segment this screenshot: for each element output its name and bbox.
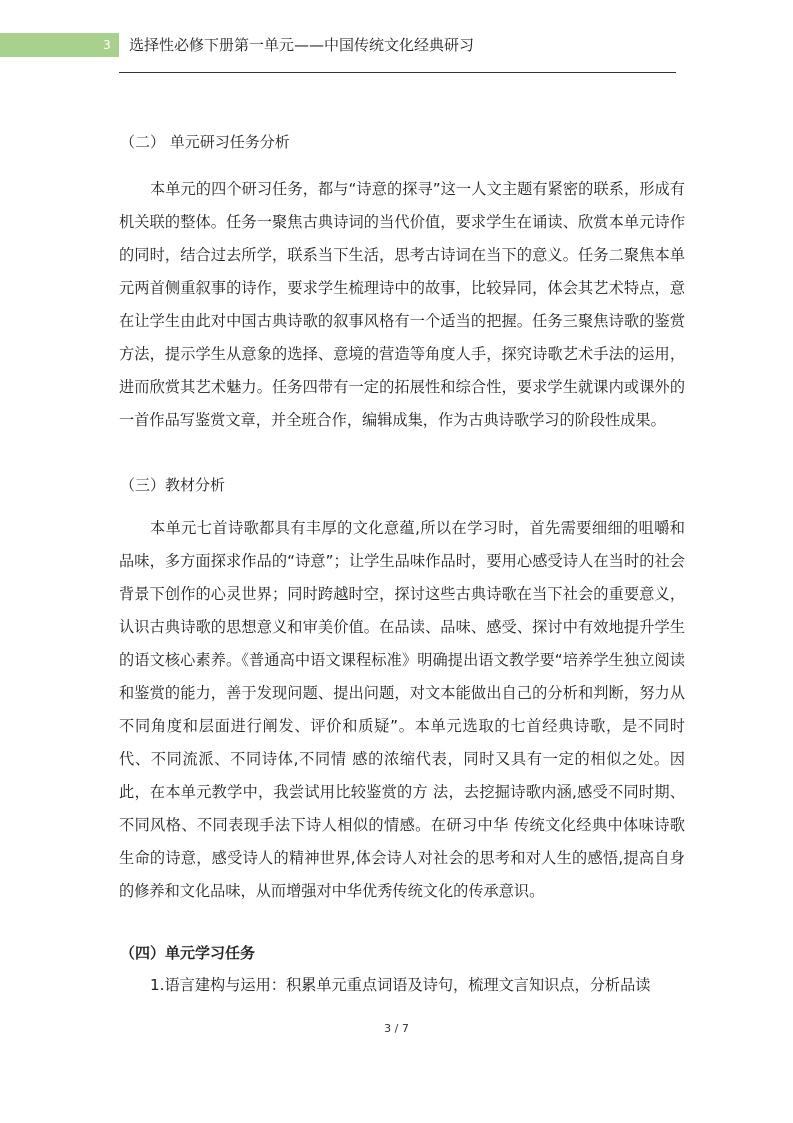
- header-page-number: 3: [103, 38, 111, 52]
- section-heading-task-analysis: （二） 单元研习任务分析: [120, 133, 290, 151]
- header-title: 选择性必修下册第一单元——中国传统文化经典研习: [129, 36, 475, 54]
- paragraph-task-analysis: 本单元的四个研习任务，都与“诗意的探寻”这一人文主题有紧密的联系，形成有机关联的整体。任务一聚焦古典诗词的当代价值，要求学生在诵读、欣赏本单元诗作的同时，结合过去所学，联系当下生活，思考古诗词在当下的意义。任务二聚焦本单元两首侧重叙事的诗作，要求学生梳理诗中的故事，比较异同，体会其艺术特点，意在让学生由此对中国古典诗歌的叙事风格有一个适当的把握。任务三聚焦诗歌的鉴赏方法，提示学生从意象的选择、意境的营造等角度人手，探究诗歌艺术手法的运用，进而欣赏其艺术魅力。任务四带有一定的拓展性和综合性，要求学生就课内或课外的一首作品写鉴赏文章，并全班合作，编辑成集，作为古典诗歌学习的阶段性成果。: [119, 180, 685, 429]
- paragraph-textbook-analysis: 本单元七首诗歌都具有丰厚的文化意蕴,所以在学习时，首先需要细细的咀嚼和品味，多方面探求作品的“诗意”；让学生品味作品时，要用心感受诗人在当时的社会背景下创作的心灵世界；同时跨越时空，探讨这些古典诗歌在当下社会的重要意义，认识古典诗歌的思想意义和审美价值。在品读、品味、感受、探讨中有效地提升学生的语文核心素养。《普通高中语文课程标准》明确提出语文教学要“培养学生独立阅读和鉴赏的能力，善于发现问题、提出问题，对文本能做出自己的分析和判断，努力从不同角度和层面进行阐发、评价和质疑”。本单元选取的七首经典诗歌，是不同时代、不同流派、不同诗体,不同情 感的浓缩代表，同时又具有一定的相似之处。因此，在本单元教学中，我尝试用比较鉴赏的方 法，去挖掘诗歌内涵,感受不同时期、不同风格、不同表现手法下诗人相似的情感。在研习中华 传统文化经典中体味诗歌生命的诗意，感受诗人的精神世界,体会诗人对社会的思考和对人生的感悟,提高自身的修养和文化品味，从而增强对中华优秀传统文化的传承意识。: [119, 519, 685, 900]
- footer-page-indicator: 3 / 7: [384, 1022, 409, 1035]
- header-divider: [119, 72, 676, 73]
- section-heading-textbook-analysis: （三）教材分析: [120, 476, 226, 494]
- section-heading-learning-tasks: （四）单元学习任务: [120, 944, 256, 962]
- list-item-language: 1.语言建构与运用：积累单元重点词语及诗句，梳理文言知识点，分析品读: [150, 976, 651, 994]
